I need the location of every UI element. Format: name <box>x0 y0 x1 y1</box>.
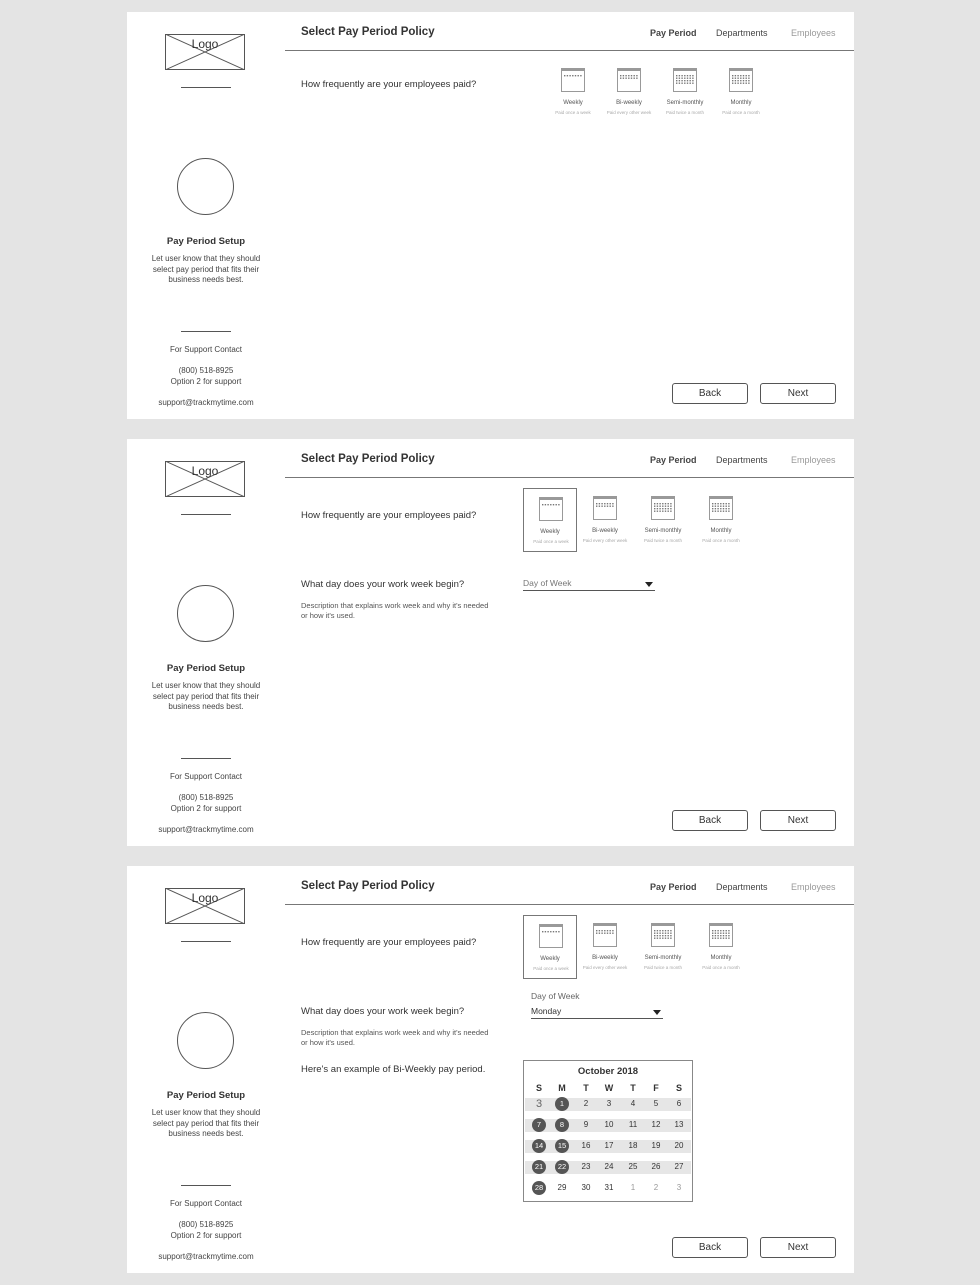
avatar <box>177 585 234 642</box>
option-biweekly[interactable] <box>578 488 632 552</box>
sidebar <box>127 866 285 1273</box>
calendar-day: 30 <box>581 1183 591 1192</box>
calendar-day: 5 <box>653 1099 659 1108</box>
sidebar-divider <box>181 331 231 332</box>
frequency-question: How frequently are your employees paid? <box>301 937 477 948</box>
option-label: Semi-monthly <box>644 955 682 961</box>
option-sublabel: Paid every other week <box>606 110 652 115</box>
calendar-weekday: M <box>558 1083 566 1093</box>
calendar-day-payday: 8 <box>555 1118 569 1132</box>
example-question: Here's an example of Bi-Weekly pay period. <box>301 1064 486 1075</box>
calendar-weekday: W <box>604 1083 614 1093</box>
wizard-screen-3 <box>127 866 854 1273</box>
option-biweekly[interactable] <box>578 915 632 979</box>
wizard-screen-1 <box>127 12 854 419</box>
calendar-day: 20 <box>674 1141 684 1150</box>
chevron-down-icon <box>645 582 653 587</box>
sidebar <box>127 12 285 419</box>
calendar-day: 1 <box>630 1183 636 1192</box>
wizard-screen-2 <box>127 439 854 846</box>
logo-placeholder <box>165 461 245 497</box>
option-sublabel: Paid every other week <box>582 965 628 970</box>
option-label: Weekly <box>563 100 583 106</box>
next-button[interactable]: Next <box>760 810 836 831</box>
logo-text: Logo <box>191 464 219 478</box>
frequency-question: How frequently are your employees paid? <box>301 510 477 521</box>
workweek-question: What day does your work week begin? <box>301 1006 465 1017</box>
calendar-day-payday: 22 <box>555 1160 569 1174</box>
workweek-description: Description that explains work week and why it's needed or how it's used. <box>301 601 489 620</box>
header-divider <box>285 50 854 51</box>
calendar-day-payday: 15 <box>555 1139 569 1153</box>
calendar-month-title: October 2018 <box>577 1066 639 1077</box>
setup-description: Let user know that they should select pay period that fits their business needs best. <box>151 681 261 711</box>
calendar-biweekly-icon <box>593 923 617 952</box>
option-semimonthly[interactable] <box>636 915 690 979</box>
nav-tab-pay-period[interactable]: Pay Period <box>650 882 697 892</box>
calendar-semimonthly-icon <box>651 923 675 952</box>
option-sublabel: Paid once a week <box>533 539 569 544</box>
nav-tab-departments[interactable]: Departments <box>716 455 768 465</box>
option-monthly[interactable] <box>694 488 748 552</box>
calendar-day: 12 <box>651 1120 661 1129</box>
calendar-day: 24 <box>604 1162 614 1171</box>
option-weekly[interactable] <box>546 60 600 124</box>
nav-tab-departments[interactable]: Departments <box>716 882 768 892</box>
next-button[interactable]: Next <box>760 1237 836 1258</box>
option-label: Bi-weekly <box>592 528 618 534</box>
calendar-monthly-icon <box>709 923 733 952</box>
option-semimonthly[interactable] <box>636 488 690 552</box>
frequency-question: How frequently are your employees paid? <box>301 79 477 90</box>
calendar-monthly-icon <box>709 496 733 525</box>
page-title: Select Pay Period Policy <box>301 880 435 892</box>
back-button[interactable]: Back <box>672 383 748 404</box>
support-email-link[interactable]: support@trackmytime.com <box>158 1252 254 1261</box>
workweek-description: Description that explains work week and why it's needed or how it's used. <box>301 1028 489 1047</box>
option-monthly[interactable] <box>694 915 748 979</box>
option-label: Weekly <box>540 956 560 962</box>
calendar-day: 9 <box>583 1120 589 1129</box>
option-label: Monthly <box>710 955 732 961</box>
calendar-day: 26 <box>651 1162 661 1171</box>
nav-tab-employees[interactable]: Employees <box>791 455 836 465</box>
day-of-week-select[interactable] <box>531 1006 663 1019</box>
nav-tab-departments[interactable]: Departments <box>716 28 768 38</box>
calendar-weekly-icon <box>561 68 585 97</box>
logo-placeholder <box>165 888 245 924</box>
support-option: Option 2 for support <box>170 377 242 386</box>
calendar-day: 10 <box>604 1120 614 1129</box>
option-label: Semi-monthly <box>666 100 704 106</box>
calendar-day-payday: 1 <box>555 1097 569 1111</box>
logo-placeholder <box>165 34 245 70</box>
calendar-weekday: T <box>630 1083 636 1093</box>
calendar-day: 31 <box>604 1183 614 1192</box>
option-sublabel: Paid once a week <box>555 110 591 115</box>
option-sublabel: Paid twice a month <box>643 538 683 543</box>
option-sublabel: Paid twice a month <box>665 110 705 115</box>
calendar-day: 3 <box>606 1099 612 1108</box>
calendar-day: 25 <box>628 1162 638 1171</box>
support-email-link[interactable]: support@trackmytime.com <box>158 398 254 407</box>
option-sublabel: Paid once a month <box>722 110 760 115</box>
calendar-day: 23 <box>581 1162 591 1171</box>
support-label: For Support Contact <box>169 1199 243 1208</box>
support-option: Option 2 for support <box>170 1231 242 1240</box>
sidebar-divider <box>181 941 231 942</box>
back-button[interactable]: Back <box>672 810 748 831</box>
day-of-week-label: Day of Week <box>531 991 580 1001</box>
example-calendar <box>523 1060 693 1202</box>
chevron-down-icon <box>653 1010 661 1015</box>
calendar-day: 6 <box>676 1099 682 1108</box>
option-label: Monthly <box>710 528 732 534</box>
calendar-day: 2 <box>583 1099 589 1108</box>
nav-tab-employees[interactable]: Employees <box>791 28 836 38</box>
calendar-day: 18 <box>628 1141 638 1150</box>
calendar-weekday: S <box>535 1083 542 1093</box>
option-weekly[interactable] <box>523 488 577 552</box>
option-weekly[interactable] <box>523 915 577 979</box>
support-option: Option 2 for support <box>170 804 242 813</box>
setup-description: Let user know that they should select pay period that fits their business needs best. <box>151 254 261 284</box>
option-label: Monthly <box>730 100 752 106</box>
sidebar-divider <box>181 514 231 515</box>
nav-tab-employees[interactable]: Employees <box>791 882 836 892</box>
calendar-day: 29 <box>557 1183 567 1192</box>
option-label: Bi-weekly <box>592 955 618 961</box>
option-sublabel: Paid once a month <box>702 538 740 543</box>
next-button[interactable]: Next <box>760 383 836 404</box>
calendar-day-payday: 7 <box>532 1118 546 1132</box>
avatar <box>177 158 234 215</box>
calendar-day: 19 <box>651 1141 661 1150</box>
setup-title: Pay Period Setup <box>166 236 246 247</box>
sidebar <box>127 439 285 846</box>
avatar <box>177 1012 234 1069</box>
support-label: For Support Contact <box>169 345 243 354</box>
setup-title: Pay Period Setup <box>166 1090 246 1101</box>
option-biweekly[interactable] <box>602 60 656 124</box>
header-divider <box>285 904 854 905</box>
support-label: For Support Contact <box>169 772 243 781</box>
back-button[interactable]: Back <box>672 1237 748 1258</box>
logo-text: Logo <box>191 37 219 51</box>
calendar-weekday: S <box>675 1083 682 1093</box>
calendar-day: 4 <box>630 1099 636 1108</box>
calendar-day: 3 <box>676 1183 682 1192</box>
calendar-weekly-icon <box>539 497 563 526</box>
nav-tab-pay-period[interactable]: Pay Period <box>650 455 697 465</box>
page-title: Select Pay Period Policy <box>301 26 435 38</box>
setup-title: Pay Period Setup <box>166 663 246 674</box>
calendar-day-payday: 21 <box>532 1160 546 1174</box>
select-value: Monday <box>531 1006 562 1016</box>
calendar-day: 3 <box>535 1098 543 1110</box>
sidebar-divider <box>181 1185 231 1186</box>
calendar-day: 2 <box>653 1183 659 1192</box>
logo-text: Logo <box>191 891 219 905</box>
calendar-day: 11 <box>628 1120 638 1129</box>
sidebar-divider <box>181 87 231 88</box>
calendar-day: 27 <box>674 1162 684 1171</box>
option-sublabel: Paid every other week <box>582 538 628 543</box>
sidebar-divider <box>181 758 231 759</box>
support-phone: (800) 518-8925 <box>178 366 234 375</box>
calendar-biweekly-icon <box>593 496 617 525</box>
option-sublabel: Paid once a month <box>702 965 740 970</box>
nav-tab-pay-period[interactable]: Pay Period <box>650 28 697 38</box>
calendar-day-payday: 28 <box>532 1181 546 1195</box>
option-label: Semi-monthly <box>644 528 682 534</box>
calendar-weekday: T <box>583 1083 589 1093</box>
option-sublabel: Paid once a week <box>533 966 569 971</box>
calendar-semimonthly-icon <box>651 496 675 525</box>
calendar-day: 17 <box>604 1141 614 1150</box>
calendar-weekly-icon <box>539 924 563 953</box>
option-label: Bi-weekly <box>616 100 642 106</box>
calendar-semimonthly-icon <box>673 68 697 97</box>
support-email-link[interactable]: support@trackmytime.com <box>158 825 254 834</box>
header-divider <box>285 477 854 478</box>
option-sublabel: Paid twice a month <box>643 965 683 970</box>
support-phone: (800) 518-8925 <box>178 1220 234 1229</box>
calendar-monthly-icon <box>729 68 753 97</box>
calendar-day: 16 <box>581 1141 591 1150</box>
calendar-day: 13 <box>674 1120 684 1129</box>
select-placeholder: Day of Week <box>523 578 572 588</box>
calendar-biweekly-icon <box>617 68 641 97</box>
option-semimonthly[interactable] <box>658 60 712 124</box>
setup-description: Let user know that they should select pay period that fits their business needs best. <box>151 1108 261 1138</box>
option-label: Weekly <box>540 529 560 535</box>
calendar-weekday: F <box>653 1083 659 1093</box>
support-phone: (800) 518-8925 <box>178 793 234 802</box>
option-monthly[interactable] <box>714 60 768 124</box>
page-title: Select Pay Period Policy <box>301 453 435 465</box>
workweek-question: What day does your work week begin? <box>301 579 465 590</box>
day-of-week-select[interactable] <box>523 578 655 591</box>
calendar-day-payday: 14 <box>532 1139 546 1153</box>
